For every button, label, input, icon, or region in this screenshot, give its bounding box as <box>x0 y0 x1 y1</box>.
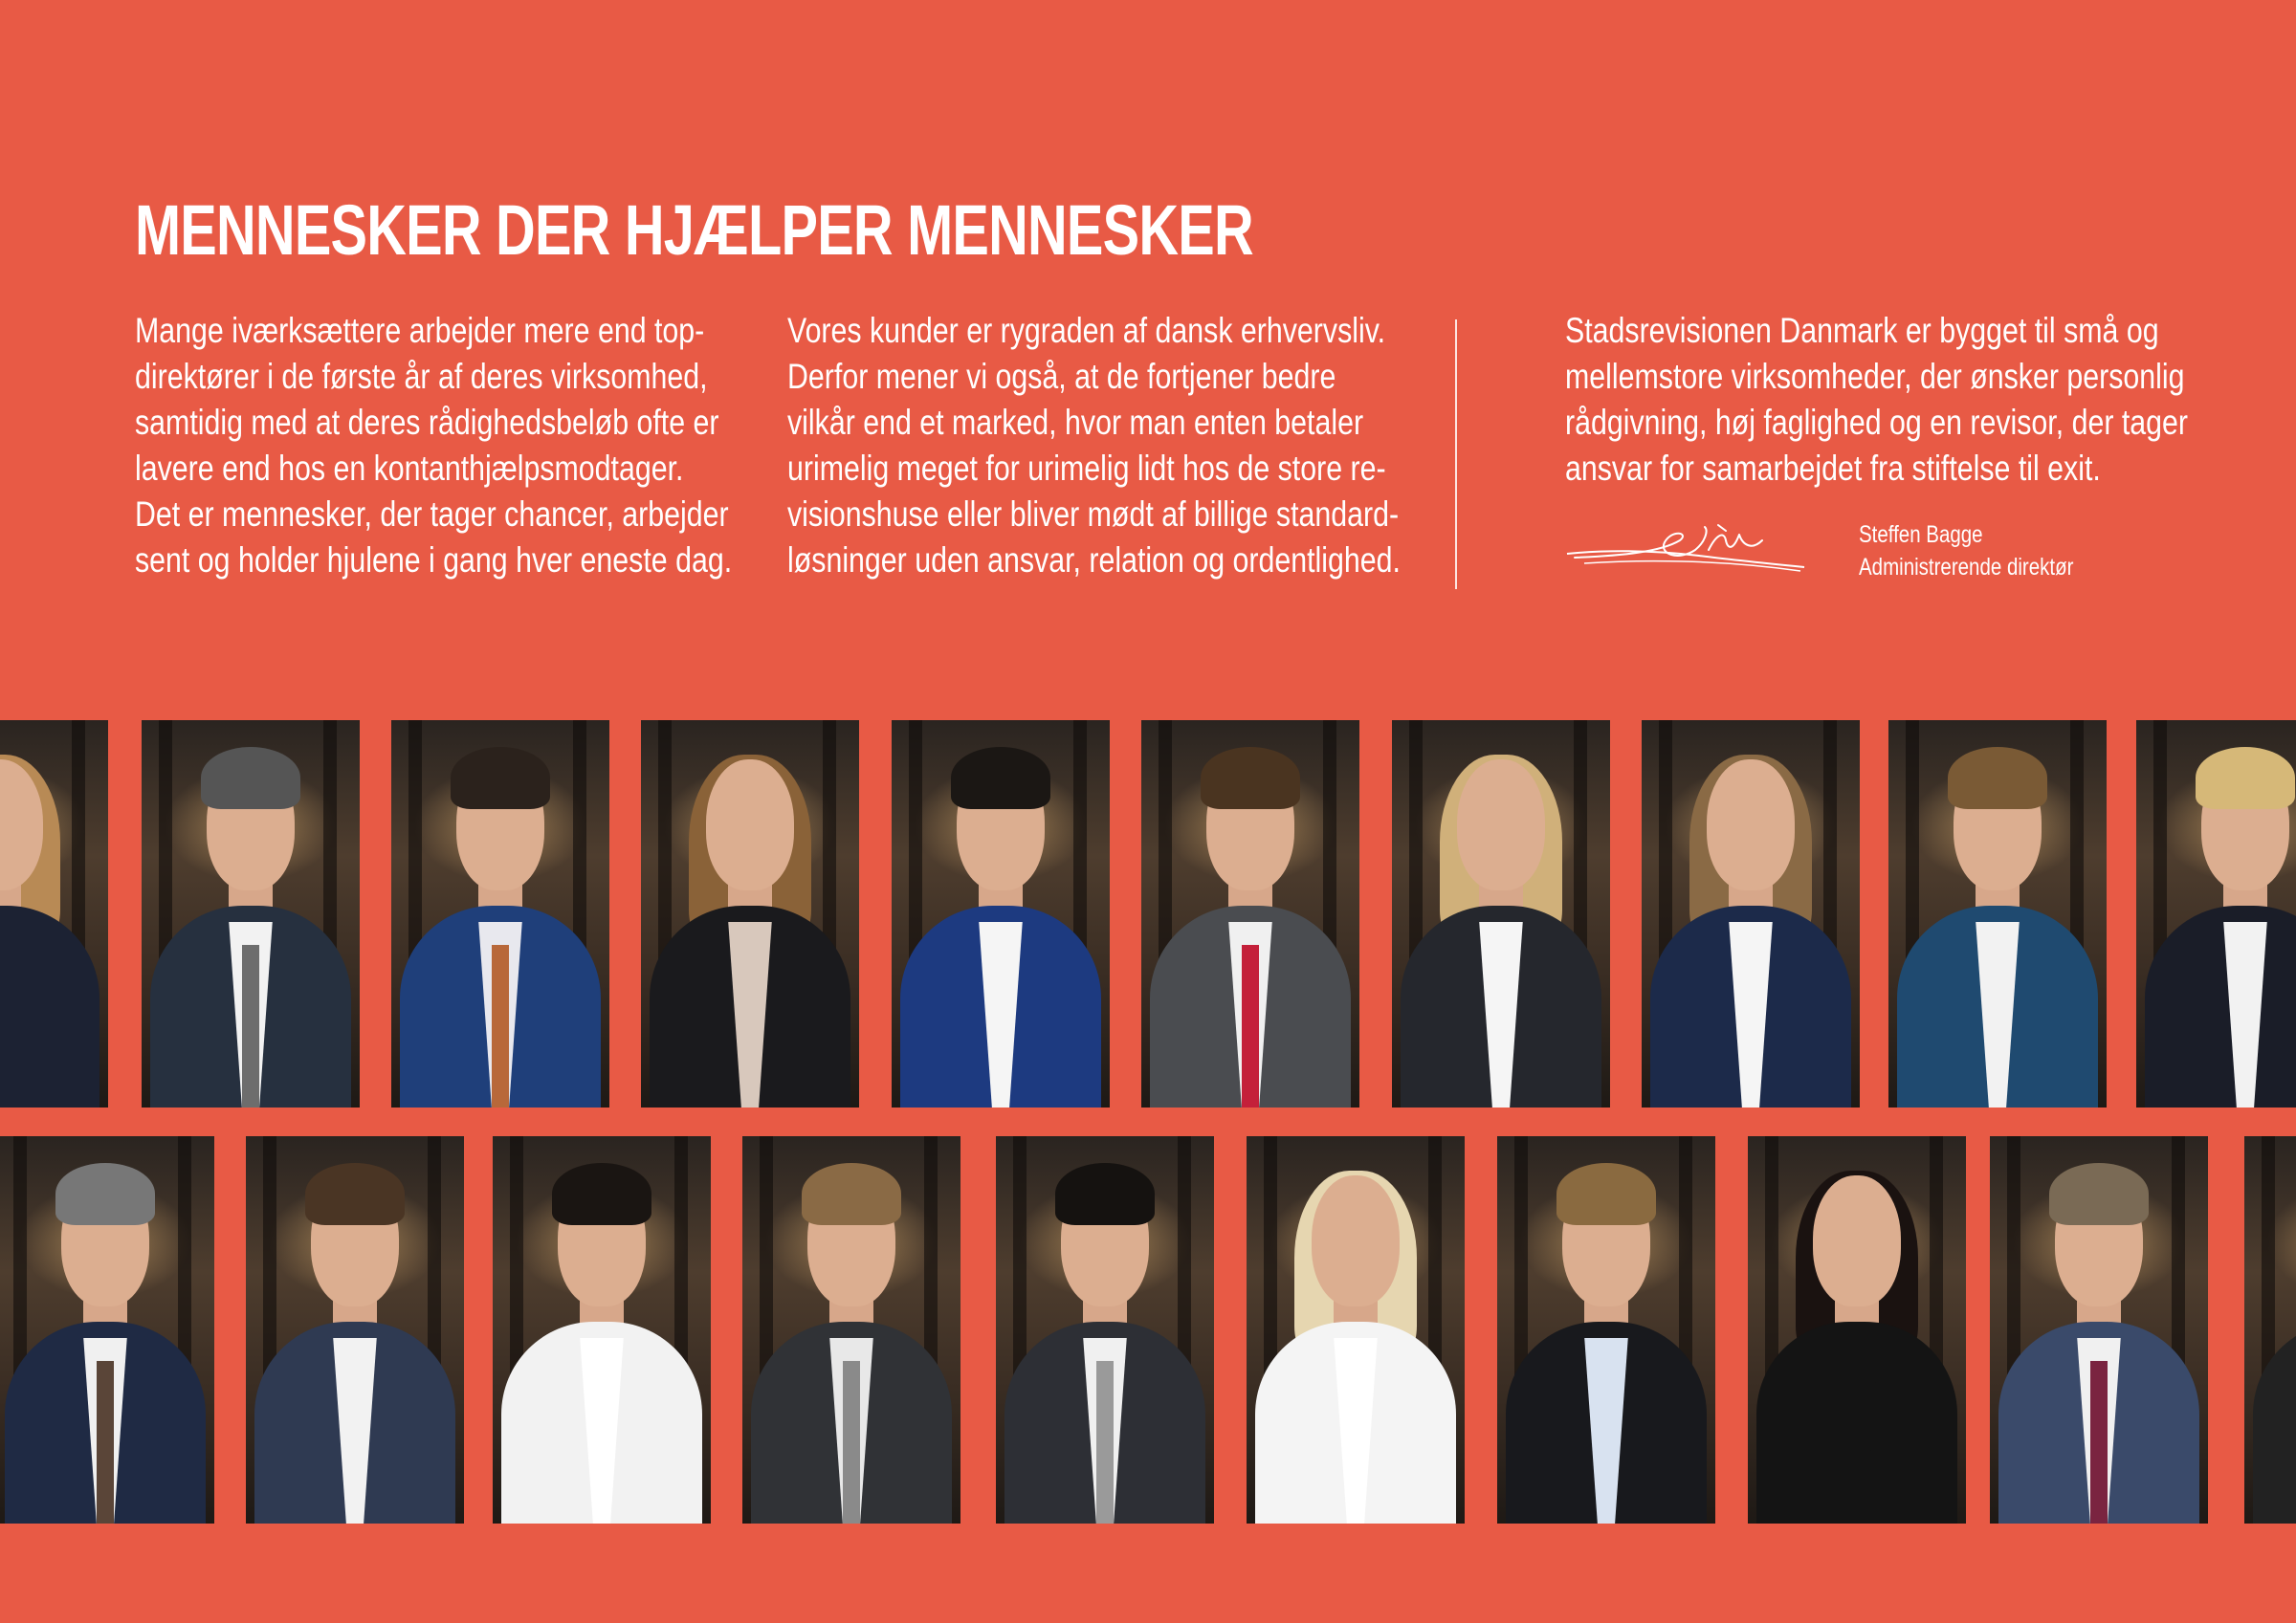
team-portrait <box>1748 1136 1966 1524</box>
team-portrait <box>1642 720 1860 1108</box>
text-line: sent og holder hjulene i gang hver eneste dag. <box>135 540 733 580</box>
text-line: Det er mennesker, der tager chancer, arbejder <box>135 494 729 534</box>
text-line: urimelig meget for urimelig lidt hos de store re- <box>787 449 1386 488</box>
text-line: Stadsrevisionen Danmark er bygget til små og <box>1565 311 2159 350</box>
text-line: rådgivning, høj faglighed og en revisor, der tager <box>1565 403 2189 442</box>
team-portrait <box>493 1136 711 1524</box>
text-line: mellemstore virksomheder, der ønsker personlig <box>1565 357 2185 396</box>
team-portrait <box>2136 720 2296 1108</box>
team-portrait <box>742 1136 960 1524</box>
signer-block <box>1859 518 2121 583</box>
team-portrait <box>0 1136 214 1524</box>
team-portrait <box>1990 1136 2208 1524</box>
portrait-row-bottom <box>0 1136 2296 1524</box>
column-divider <box>1455 319 1457 589</box>
text-line: lavere end hos en kontanthjælpsmodtager. <box>135 449 684 488</box>
page-headline: MENNESKER DER HJÆLPER MENNESKER <box>135 190 1253 270</box>
text-line: samtidig med at deres rådighedsbeløb ofte er <box>135 403 719 442</box>
text-line: Derfor mener vi også, at de fortjener bedre <box>787 357 1336 396</box>
text-line: Mange iværksættere arbejder mere end top- <box>135 311 705 350</box>
signer-name: Steffen Bagge <box>1859 521 1983 548</box>
team-portrait <box>1888 720 2107 1108</box>
team-portrait <box>0 720 108 1108</box>
signer-title: Administrerende direktør <box>1859 554 2074 581</box>
text-line: direktører i de første år af deres virksomhed, <box>135 357 708 396</box>
team-portrait <box>2244 1136 2296 1524</box>
team-portrait <box>892 720 1110 1108</box>
team-portrait <box>1392 720 1610 1108</box>
team-portrait <box>246 1136 464 1524</box>
team-portrait <box>641 720 859 1108</box>
team-portrait <box>996 1136 1214 1524</box>
text-line: ansvar for samarbejdet fra stiftelse til exit. <box>1565 449 2101 488</box>
intro-column-customers <box>787 308 1610 583</box>
text-line: Vores kunder er rygraden af dansk erhvervsliv. <box>787 311 1386 350</box>
team-portrait <box>391 720 609 1108</box>
intro-column-company <box>1565 308 2296 492</box>
text-line: løsninger uden ansvar, relation og ordentlighed. <box>787 540 1401 580</box>
text-line: visionshuse eller bliver mødt af billige standard- <box>787 494 1400 534</box>
team-portrait <box>142 720 360 1108</box>
signature-image <box>1565 521 1806 575</box>
portrait-row-top <box>0 720 2296 1108</box>
text-line: vilkår end et marked, hvor man enten betaler <box>787 403 1364 442</box>
team-portrait <box>1141 720 1359 1108</box>
team-portrait <box>1247 1136 1465 1524</box>
team-portrait <box>1497 1136 1715 1524</box>
